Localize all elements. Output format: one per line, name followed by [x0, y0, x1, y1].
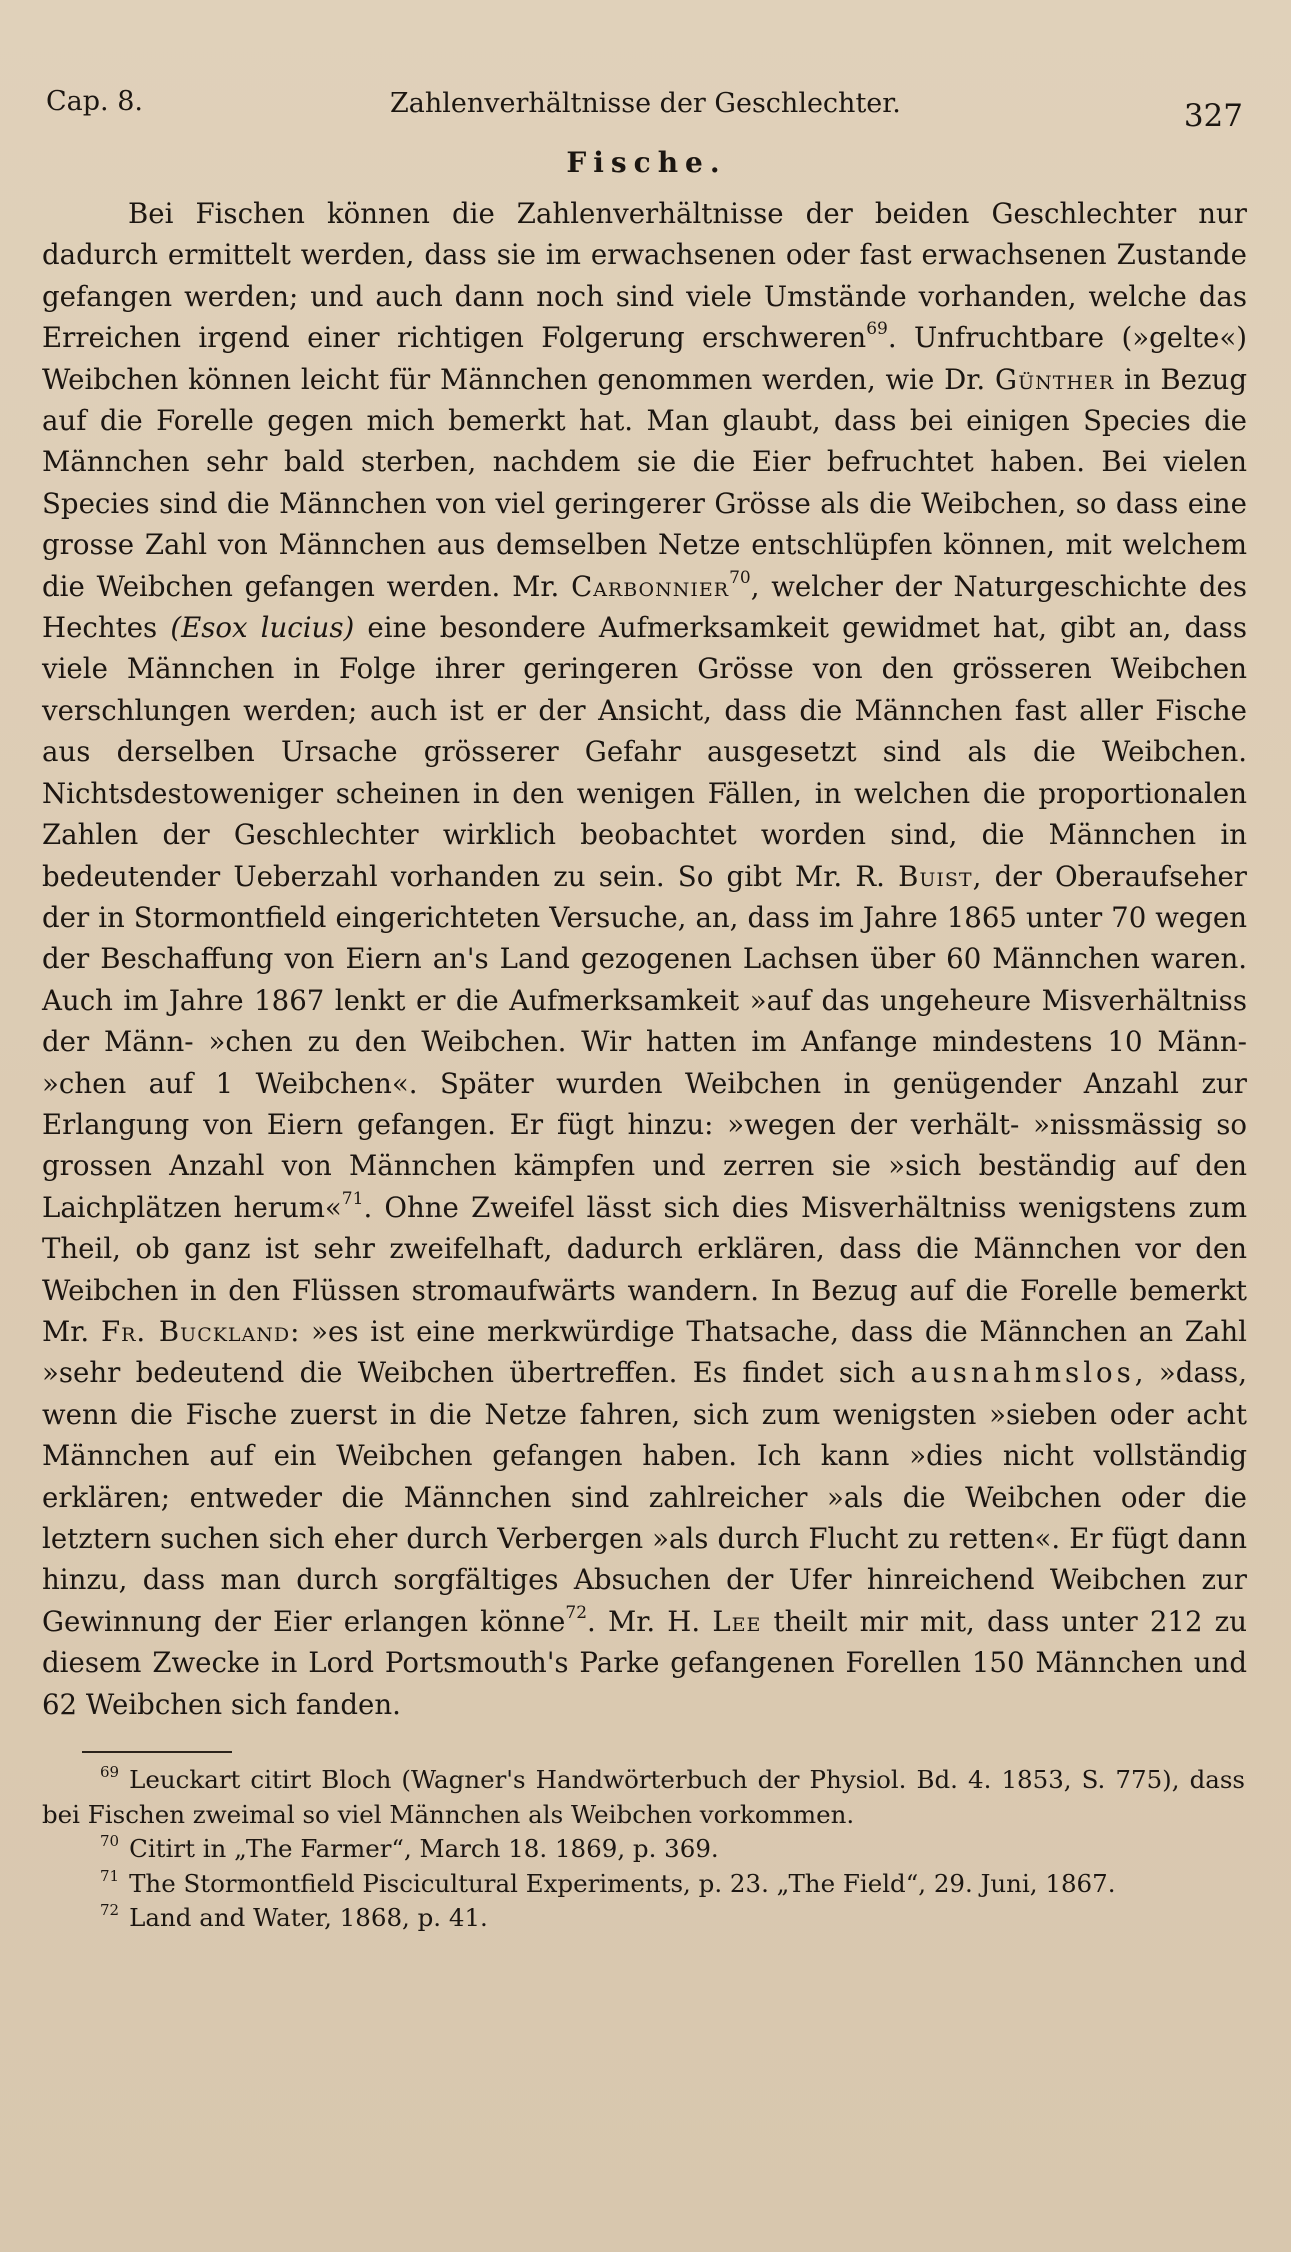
- body-text-run: in Bezug auf die Forelle gegen mich bemerkt hat. Man glaubt, dass bei einigen Species die Männchen sehr bald sterben, nachdem sie die Eier befruchtet haben. Bei vielen Species sind die Männchen von viel geringerer Grösse als die Weibchen, so dass eine grosse Zahl von Männchen aus demselben Netze entschlüpfen können, mit welchem die Weibchen gefangen werden. Mr.: [42, 362, 1247, 603]
- species-name: (Esox lucius): [170, 611, 355, 645]
- footnote-divider: [82, 1751, 232, 1753]
- footnote-number: 70: [100, 1832, 120, 1851]
- body-text-run: , »dass, wenn die Fische zuerst in die Netze fahren, sich zum wenigsten »sieben oder acht Männchen auf ein Weibchen gefangen haben. Ich kann »dies nicht vollständig erklären; entweder die Männchen sind zahlreicher »als die Weibchen oder die letztern suchen sich eher durch Verbergen »als durch Flucht zu retten«. Er fügt dann hinzu, dass man durch sorgfältiges Absuchen der Ufer hinreichend Weibchen zur Gewinnung der Eier erlangen könne: [42, 1356, 1247, 1638]
- footnote-text: Land and Water, 1868, p. 41.: [129, 1903, 488, 1933]
- footnote-number: 72: [100, 1901, 120, 1920]
- footnote: [42, 1832, 1251, 1867]
- footnote-number: 71: [100, 1866, 120, 1885]
- page-number: 327: [1183, 98, 1243, 134]
- running-title: Zahlenverhältnisse der Geschlechter.: [390, 88, 901, 119]
- body-text-run: , der Oberaufseher der in Stormontfield eingerichteten Versuche, an, dass im Jahre 1865 unter 70 wegen der Beschaffung von Eiern an's Land gezogenen Lachsen über 60 Männchen waren. Auch im Jahre 1867 lenkt er die Aufmerksamkeit »auf das ungeheure Misverhältniss der Männ- »chen zu den Weibchen. Wir hatten im Anfange mindestens 10 Männ- »chen auf 1 Weibchen«. Später wurden Weibchen in genügender Anzahl zur Erlangung von Eiern gefangen. Er fügt hinzu: »wegen der verhält- »nissmässig so grossen Anzahl von Männchen kämpfen und zerren sie »sich beständig auf den Laichplätzen herum«: [42, 859, 1247, 1224]
- footnote-text: Citirt in „The Farmer“, March 18. 1869, p. 369.: [129, 1834, 719, 1864]
- body-text-run: : »es ist eine merkwürdige Thatsache, dass die Männchen an Zahl »sehr bedeutend die Weibchen übertreffen. Es findet sich: [42, 1314, 1247, 1390]
- body-text-run: Bei Fischen können die Zahlenverhältnisse der beiden Geschlechter nur dadurch ermittelt werden, dass sie im erwachsenen oder fast erwachsenen Zustande gefangen werden; und auch dann noch sind viele Umstände vorhanden, welche das Erreichen irgend einer richtigen Folgerung erschweren: [42, 197, 1247, 355]
- section-title: Fische.: [566, 146, 727, 179]
- footnote-text: Leuckart citirt Bloch (Wagner's Handwörterbuch der Physiol. Bd. 4. 1853, S. 775), dass bei Fischen zweimal so viel Männchen als Weibchen vorkommen.: [42, 1765, 1245, 1829]
- footnote-ref-72: 72: [565, 1602, 588, 1623]
- body-text-run: , welcher der Naturgeschichte des Hechtes: [42, 569, 1247, 645]
- body-text-run: eine besondere Aufmerksamkeit gewidmet hat, gibt an, dass viele Männchen in Folge ihrer geringeren Grösse von den grösseren Weibchen verschlungen werden; auch ist er der Ansicht, dass die Männchen fast aller Fische aus derselben Ursache grösserer Gefahr ausgesetzt sind als die Weibchen. Nichtsdestoweniger scheinen in den wenigen Fällen, in welchen die proportionalen Zahlen der Geschlechter wirklich beobachtet worden sind, die Männchen in bedeutender Ueberzahl vorhanden zu sein. So gibt Mr. R.: [42, 611, 1247, 893]
- footnote-number: 69: [100, 1763, 120, 1782]
- spaced-emphasis: ausnahmslos: [910, 1356, 1135, 1390]
- footnotes: [42, 1763, 1251, 1936]
- author-name: Günther: [995, 362, 1115, 396]
- body-text-run: . Ohne Zweifel lässt sich dies Misverhältniss wenigstens zum Theil, ob ganz ist sehr zweifelhaft, dadurch erklären, dass die Männchen vor den Weibchen in den Flüssen stromaufwärts wandern. In Bezug auf die Forelle bemerkt Mr.: [42, 1190, 1247, 1348]
- author-name: Fr. Buckland: [100, 1314, 291, 1348]
- running-head: [42, 70, 1251, 142]
- footnote: [42, 1901, 1251, 1936]
- author-name: Lee: [712, 1604, 762, 1638]
- author-name: Buist: [898, 859, 973, 893]
- body-text-run: theilt mir mit, dass unter 212 zu diesem Zwecke in Lord Portsmouth's Parke gefangenen Forellen 150 Männchen und 62 Weibchen sich fanden.: [42, 1604, 1247, 1721]
- body-text-run: . Unfruchtbare (»gelte«) Weibchen können leicht für Männchen genommen werden, wie Dr.: [42, 321, 1248, 396]
- footnote-text: The Stormontfield Piscicultural Experiments, p. 23. „The Field“, 29. Juni, 1867.: [129, 1868, 1116, 1898]
- footnote: [42, 1867, 1251, 1902]
- author-name: Carbonnier: [571, 569, 730, 603]
- footnote-ref-71: 71: [341, 1188, 364, 1209]
- footnote-ref-69: 69: [866, 319, 888, 340]
- footnote: [42, 1763, 1251, 1832]
- chapter-label: Cap. 8.: [46, 86, 143, 117]
- body-paragraph: [42, 193, 1251, 1725]
- footnote-ref-70: 70: [729, 567, 751, 588]
- body-text-run: . Mr. H.: [587, 1604, 701, 1638]
